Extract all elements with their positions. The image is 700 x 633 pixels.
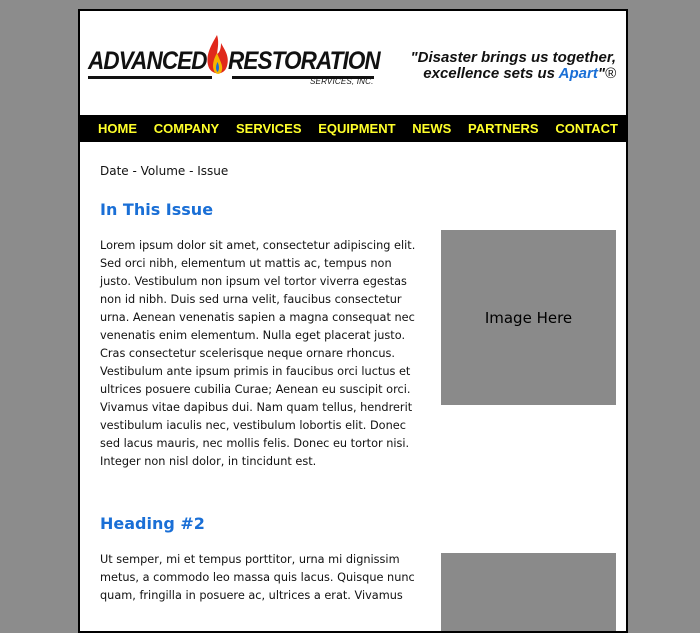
nav-news[interactable]: NEWS	[412, 121, 452, 136]
section-body-1: Lorem ipsum dolor sit amet, consectetur adipiscing elit. Sed orci nibh, elementum ut mattis ac, tempus non justo. Vestibulum non ipsum vel tortor viverra egestas non id nibh. Duis sed urna velit, faucibus consectetur urna. Aenean venenatis sapien a magna consequat nec venenatis enim elementum. Nulla eget placerat justo. Cras consectetur scelerisque neque ornare rhoncus. Vestibulum ante ipsum primis in faucibus orci luctus et ultrices posuere cubilia Curae; Aenean eu suscipit orci. Vivamus vitae dapibus dui. Nam quam tellus, hendrerit vestibulum iaculis nec, vestibulum lobortis elit. Donec sed lacus mauris, nec mollis felis. Donec eu tortor nisi. Integer non nisl dolor, in tincidunt est.	[100, 239, 416, 468]
company-logo[interactable]	[88, 31, 378, 87]
section-body-2: Ut semper, mi et tempus porttitor, urna mi dignissim metus, a commodo leo massa quis lacus. Quisque nunc quam, fringilla in posuere ac, ultrices a erat. Vivamus	[100, 553, 415, 602]
section-heading-2: Heading #2	[100, 514, 205, 533]
logo-underline	[88, 76, 212, 79]
main-nav	[80, 115, 626, 142]
newsletter-frame	[78, 9, 628, 633]
section-heading-in-this-issue: In This Issue	[100, 200, 214, 219]
logo-subtitle: SERVICES, INC.	[310, 77, 374, 86]
tagline-quote: "	[597, 65, 605, 82]
nav-partners[interactable]: PARTNERS	[468, 121, 539, 136]
nav-company[interactable]: COMPANY	[153, 121, 220, 136]
content-area	[80, 142, 626, 622]
logo-word-advanced: ADVANCED	[88, 47, 207, 75]
tagline-text: excellence sets us	[423, 65, 559, 82]
logo-word-restoration: RESTORATION	[228, 47, 380, 75]
header	[80, 11, 626, 115]
image-placeholder-2	[441, 553, 616, 633]
registered-mark: ®	[604, 65, 616, 82]
image-placeholder-label: Image Here	[484, 308, 573, 327]
nav-home[interactable]: HOME	[98, 121, 137, 136]
nav-equipment[interactable]: EQUIPMENT	[318, 121, 396, 136]
tagline-line-2	[411, 66, 617, 82]
nav-contact[interactable]: CONTACT	[555, 121, 618, 136]
tagline-line-1: "Disaster brings us together,	[410, 49, 616, 66]
nav-services[interactable]: SERVICES	[235, 121, 302, 136]
tagline-accent: Apart	[558, 65, 598, 82]
issue-dateline: Date - Volume - Issue	[100, 164, 229, 178]
tagline	[411, 50, 617, 82]
image-placeholder-1	[441, 230, 616, 405]
flame-icon	[204, 33, 230, 79]
